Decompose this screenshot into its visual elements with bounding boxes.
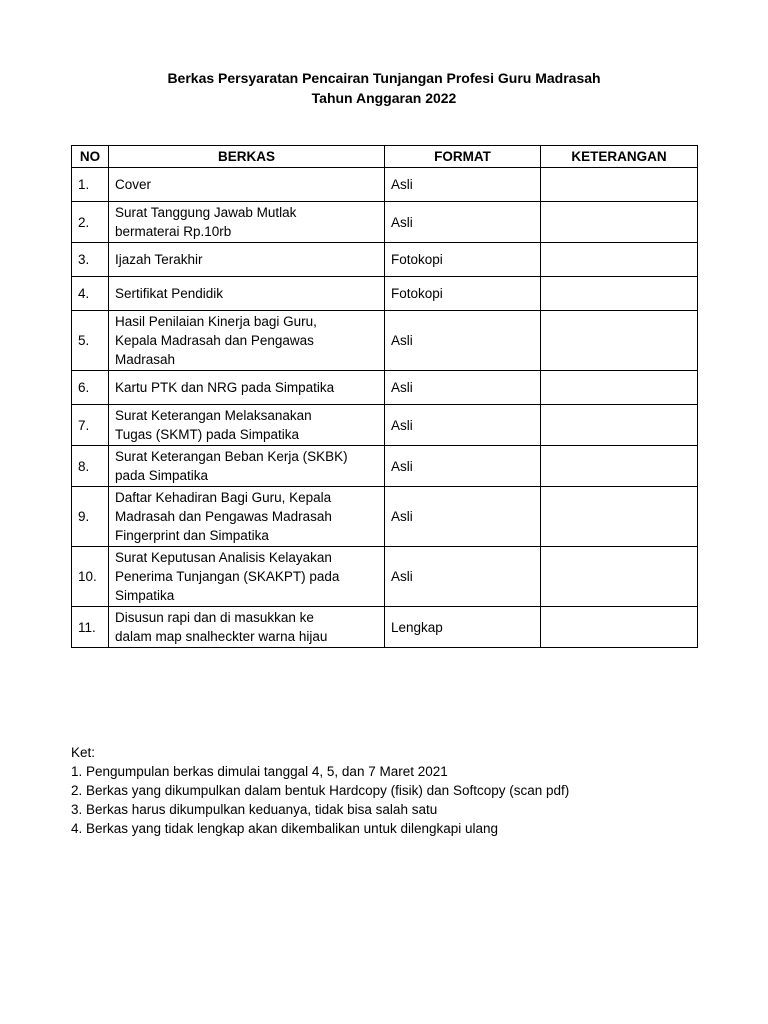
table-row [72,311,698,371]
title-line-1: Berkas Persyaratan Pencairan Tunjangan Profesi Guru Madrasah [167,70,601,86]
row-number: 9. [72,487,109,547]
row-number: 6. [72,371,109,405]
row-format: Asli [385,371,541,405]
title-line-2: Tahun Anggaran 2022 [311,90,457,106]
row-number: 2. [72,202,109,243]
berkas-line: Hasil Penilaian Kinerja bagi Guru, [115,314,317,329]
requirements-table [71,145,698,648]
berkas-line: Kepala Madrasah dan Pengawas [115,333,314,348]
header-keterangan: KETERANGAN [541,146,698,168]
row-keterangan [541,405,698,446]
row-berkas [109,405,385,446]
row-berkas [109,277,385,311]
header-format: FORMAT [385,146,541,168]
row-berkas [109,371,385,405]
header-berkas: BERKAS [109,146,385,168]
row-format: Asli [385,405,541,446]
row-format: Asli [385,311,541,371]
berkas-line: Sertifikat Pendidik [115,286,224,301]
row-keterangan [541,547,698,607]
row-keterangan [541,243,698,277]
berkas-line: Fingerprint dan Simpatika [115,528,269,543]
notes-heading: Ket: [71,745,96,760]
row-keterangan [541,487,698,547]
berkas-line: Surat Keputusan Analisis Kelayakan [115,550,332,565]
row-keterangan [541,446,698,487]
row-format: Asli [385,487,541,547]
table-row [72,487,698,547]
berkas-line: Surat Tanggung Jawab Mutlak [115,205,297,220]
berkas-line: Kartu PTK dan NRG pada Simpatika [115,380,335,395]
notes-section [71,743,569,838]
berkas-line: dalam map snalheckter warna hijau [115,629,328,644]
row-keterangan [541,371,698,405]
berkas-line: Tugas (SKMT) pada Simpatika [115,427,300,442]
berkas-line: Ijazah Terakhir [115,252,203,267]
row-format: Asli [385,168,541,202]
header-no: NO [72,146,109,168]
table-row [72,547,698,607]
row-number: 3. [72,243,109,277]
row-number: 5. [72,311,109,371]
row-number: 10. [72,547,109,607]
row-keterangan [541,311,698,371]
document-title [0,68,768,108]
table-row [72,168,698,202]
row-berkas [109,202,385,243]
berkas-line: bermaterai Rp.10rb [115,224,232,239]
note-item: 4. Berkas yang tidak lengkap akan dikembalikan untuk dilengkapi ulang [71,821,499,836]
row-format: Fotokopi [385,243,541,277]
berkas-line: Simpatika [115,588,175,603]
row-format: Asli [385,547,541,607]
table-header-row [72,146,698,168]
table-row [72,607,698,648]
table-row [72,277,698,311]
berkas-line: Penerima Tunjangan (SKAKPT) pada [115,569,340,584]
berkas-line: pada Simpatika [115,468,209,483]
row-berkas [109,168,385,202]
row-berkas [109,607,385,648]
row-number: 8. [72,446,109,487]
row-berkas [109,547,385,607]
berkas-line: Surat Keterangan Melaksanakan [115,408,312,423]
note-item: 3. Berkas harus dikumpulkan keduanya, tidak bisa salah satu [71,802,438,817]
table-body [72,168,698,648]
row-format: Fotokopi [385,277,541,311]
row-number: 4. [72,277,109,311]
row-format: Asli [385,446,541,487]
row-number: 7. [72,405,109,446]
table-row [72,202,698,243]
row-number: 1. [72,168,109,202]
note-item: 2. Berkas yang dikumpulkan dalam bentuk Hardcopy (fisik) dan Softcopy (scan pdf) [71,783,570,798]
row-berkas [109,446,385,487]
table-row [72,371,698,405]
row-berkas [109,243,385,277]
note-item: 1. Pengumpulan berkas dimulai tanggal 4, 5, dan 7 Maret 2021 [71,764,448,779]
table-row [72,243,698,277]
row-berkas [109,311,385,371]
row-keterangan [541,607,698,648]
berkas-line: Disusun rapi dan di masukkan ke [115,610,314,625]
row-format: Asli [385,202,541,243]
table-row [72,446,698,487]
berkas-line: Surat Keterangan Beban Kerja (SKBK) [115,449,348,464]
row-berkas [109,487,385,547]
table-row [72,405,698,446]
berkas-line: Daftar Kehadiran Bagi Guru, Kepala [115,490,332,505]
row-number: 11. [72,607,109,648]
berkas-line: Cover [115,177,152,192]
berkas-line: Madrasah [115,352,176,367]
row-keterangan [541,277,698,311]
row-keterangan [541,202,698,243]
row-format: Lengkap [385,607,541,648]
berkas-line: Madrasah dan Pengawas Madrasah [115,509,332,524]
row-keterangan [541,168,698,202]
